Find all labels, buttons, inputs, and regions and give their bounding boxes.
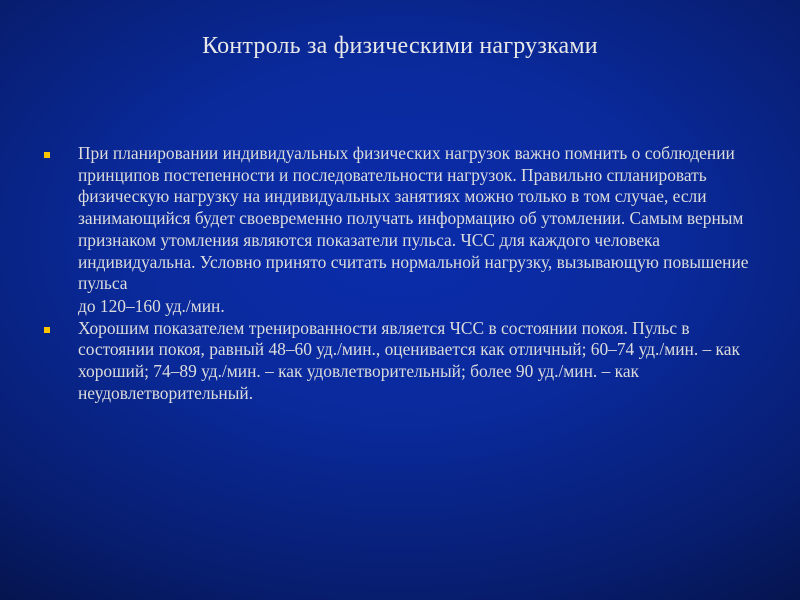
- bullet-text-1: При планировании индивидуальных физических нагрузок важно помнить о соблюдении принципов постепенности и последовательности нагрузок. Правильно спланировать физическую нагрузку на индивидуальных занятиях можно только в том случае, если занимающийся будет своевременно получать информацию об утомлении. Самым верным признаком утомления являются показатели пульса. ЧСС для каждого человека индивидуальна. Условно принято считать нормальной нагрузку, вызывающую повышение пульса: [78, 143, 749, 294]
- bullet-text-2: Хорошим показателем тренированности является ЧСС в состоянии покоя. Пульс в состоянии покоя, равный 48–60 уд./мин., оценивается как отличный; 60–74 уд./мин. – как хороший; 74–89 уд./мин. – как удовлетворительный; более 90 уд./мин. – как неудовлетворительный.: [78, 317, 740, 403]
- bullet-item-1: [40, 143, 760, 295]
- square-bullet-icon: [44, 327, 50, 333]
- bullet-item-2: [40, 318, 760, 405]
- slide-content: [40, 143, 760, 404]
- square-bullet-icon: [44, 152, 50, 158]
- slide-title: Контроль за физическими нагрузками: [202, 33, 598, 59]
- bullet-continuation-1: до 120–160 уд./мин.: [78, 295, 225, 316]
